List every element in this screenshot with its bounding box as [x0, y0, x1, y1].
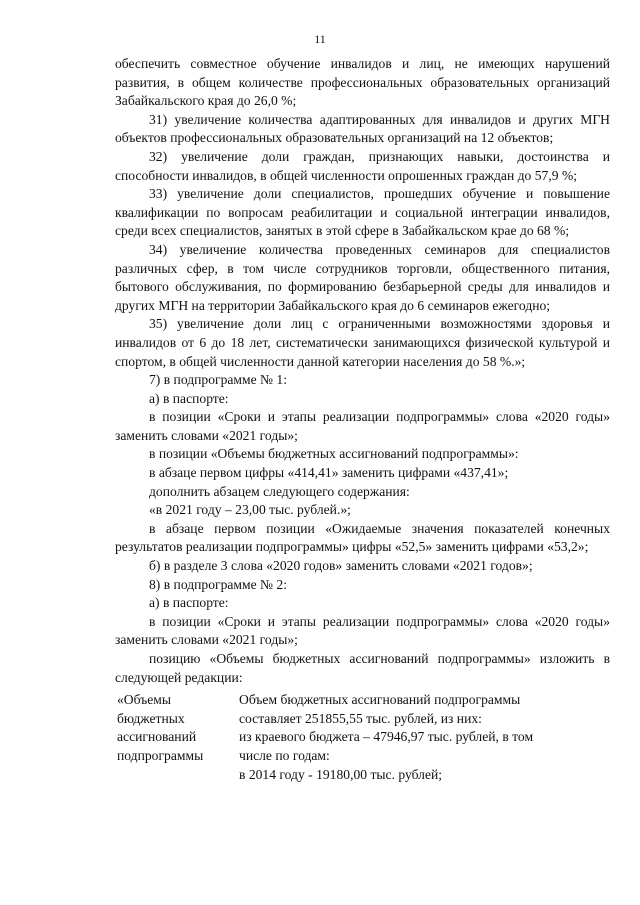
paragraph: а) в паспорте:	[149, 595, 229, 611]
table-left-column	[115, 691, 239, 784]
paragraph: 8) в подпрограмме № 2:	[149, 576, 287, 592]
paragraph: а) в паспорте:	[149, 390, 229, 406]
paragraph: «в 2021 году – 23,00 тыс. рублей.»;	[149, 502, 351, 518]
paragraph: 34) увеличение количества проведенных семинаров для специалистов различных сфер, в том числе сотрудников торговли, общественного питания, бытового обслуживания, по формированию безбарьерной среды для инвалидов и других МГН на территории Забайкальского края до 6 семинаров ежегодно;	[115, 241, 610, 313]
page-number: 11	[314, 32, 326, 46]
budget-table	[115, 691, 610, 784]
paragraph: обеспечить совместное обучение инвалидов и лиц, не имеющих нарушений развития, в общем количестве профессиональных образовательных организаций Забайкальского края до 26,0 %;	[115, 56, 610, 109]
table-right-column	[239, 691, 610, 784]
paragraph: в позиции «Сроки и этапы реализации подпрограммы» слова «2020 годы» заменить словами «2021 годы»;	[115, 613, 610, 648]
table-right-line: числе по годам:	[239, 747, 330, 763]
paragraph: 7) в подпрограмме № 1:	[149, 372, 287, 388]
paragraph: 33) увеличение доли специалистов, прошедших обучение и повышение квалификации по вопросам реабилитации и социальной интеграции инвалидов, среди всех специалистов, занятых в этой сфере в Забайкальском крае до 68 %;	[115, 186, 610, 239]
table-left-line: подпрограммы	[117, 747, 204, 763]
paragraph: 31) увеличение количества адаптированных для инвалидов и других МГН объектов профессиональных образовательных организаций на 12 объектов;	[115, 111, 610, 146]
table-left-line: ассигнований	[117, 729, 197, 745]
paragraph: в абзаце первом цифры «414,41» заменить цифрами «437,41»;	[149, 465, 509, 481]
table-right-line: в 2014 году - 19180,00 тыс. рублей;	[239, 766, 443, 782]
paragraph-list	[115, 55, 610, 687]
paragraph: дополнить абзацем следующего содержания:	[149, 483, 410, 499]
paragraph: в абзаце первом позиции «Ожидаемые значения показателей конечных результатов реализации подпрограммы» цифры «52,5» заменить цифрами «53,2»;	[115, 520, 610, 555]
paragraph: 32) увеличение доли граждан, признающих навыки, достоинства и способности инвалидов, в общей численности опрошенных граждан до 57,9 %;	[115, 148, 610, 183]
paragraph: позицию «Объемы бюджетных ассигнований подпрограммы» изложить в следующей редакции:	[115, 651, 610, 685]
table-right-line: составляет 251855,55 тыс. рублей, из них:	[239, 710, 482, 726]
table-right-line: Объем бюджетных ассигнований подпрограммы	[239, 692, 521, 708]
paragraph: в позиции «Сроки и этапы реализации подпрограммы» слова «2020 годы» заменить словами «2021 годы»;	[115, 409, 610, 443]
table-right-line: из краевого бюджета – 47946,97 тыс. рублей, в том	[239, 729, 534, 745]
paragraph: в позиции «Объемы бюджетных ассигнований подпрограммы»:	[149, 446, 519, 462]
paragraph: 35) увеличение доли лиц с ограниченными возможностями здоровья и инвалидов от 6 до 18 лет, систематически занимающихся физической культурой и спортом, в общей численности данной категории населения до 58 %.»;	[115, 316, 610, 369]
document-body	[115, 55, 610, 784]
paragraph: б) в разделе 3 слова «2020 годов» заменить словами «2021 годов»;	[149, 558, 533, 574]
table-left-line: «Объемы	[117, 692, 171, 708]
table-left-line: бюджетных	[117, 710, 185, 726]
